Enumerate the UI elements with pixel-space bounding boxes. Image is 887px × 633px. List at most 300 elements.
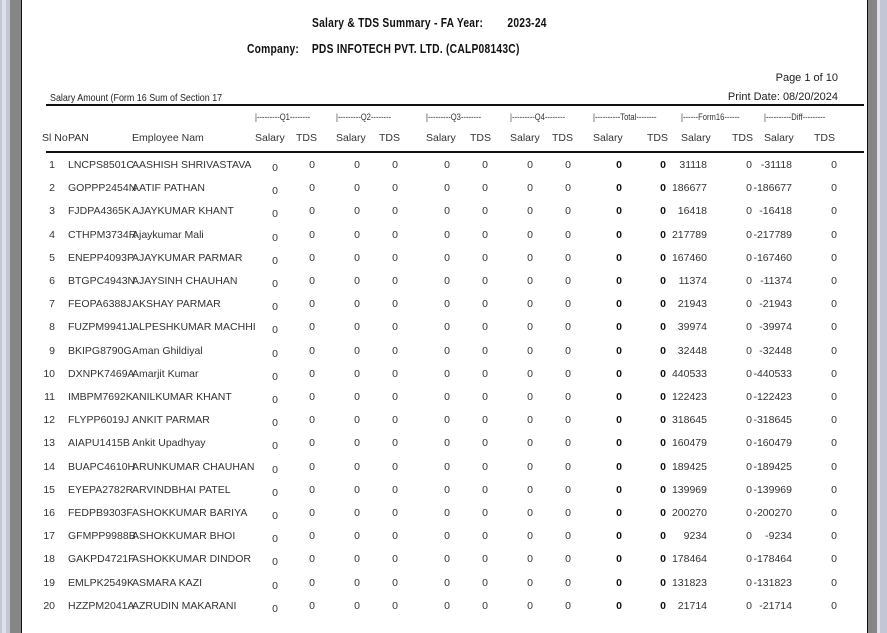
cell-slno: 12 <box>43 414 55 427</box>
cell-employee-name: Ankit Upadhyay <box>132 437 206 450</box>
cell-dift: 0 <box>831 182 837 195</box>
cell-q2s: 0 <box>354 553 360 566</box>
cell-q3s: 0 <box>444 460 450 473</box>
col-header-tds[interactable]: TDS <box>296 132 317 144</box>
cell-q2t: 0 <box>392 321 398 334</box>
cell-q1s: 0 <box>272 278 278 290</box>
window-border-right <box>867 0 887 633</box>
cell-f16t: 0 <box>746 599 752 612</box>
cell-tots: 0 <box>616 275 622 287</box>
cell-q2t: 0 <box>392 228 398 241</box>
cell-q4s: 0 <box>527 321 533 334</box>
cell-q1t: 0 <box>309 599 315 612</box>
cell-difs: -160479 <box>753 437 792 450</box>
table-row[interactable] <box>22 600 867 623</box>
cell-tots: 0 <box>616 205 622 218</box>
cell-q4s: 0 <box>527 437 533 450</box>
cell-q1t: 0 <box>309 228 315 241</box>
cell-q2t: 0 <box>392 205 398 218</box>
cell-difs: -200270 <box>753 507 792 519</box>
cell-q4s: 0 <box>527 391 533 403</box>
cell-q1t: 0 <box>309 576 315 589</box>
cell-q3t: 0 <box>482 460 488 473</box>
cell-f16s: 122423 <box>671 391 707 403</box>
company-name: PDS INFOTECH PVT. LTD. (CALP08143C) <box>311 42 520 56</box>
cell-employee-name: AATIF PATHAN <box>132 182 205 195</box>
cell-f16s: 167460 <box>671 251 707 264</box>
cell-tott: 0 <box>660 599 666 612</box>
cell-f16s: 160479 <box>671 437 707 450</box>
cell-pan: FEOPA6388J <box>68 298 132 311</box>
cell-q1t: 0 <box>309 367 315 380</box>
cell-difs: -167460 <box>753 251 792 264</box>
cell-q1s: 0 <box>272 394 278 406</box>
cell-slno: 15 <box>43 483 55 496</box>
col-header-tds[interactable]: TDS <box>814 132 835 144</box>
cell-q3s: 0 <box>444 599 450 612</box>
col-header-slno[interactable]: Sl No <box>42 132 68 144</box>
col-header-tds[interactable]: TDS <box>647 132 668 144</box>
cell-f16s: 186677 <box>671 182 707 195</box>
table-row[interactable] <box>22 530 867 553</box>
cell-dift: 0 <box>831 576 837 589</box>
cell-pan: FEDPB9303F <box>68 507 133 519</box>
cell-tots: 0 <box>616 251 622 264</box>
cell-q2t: 0 <box>392 553 398 566</box>
cell-dift: 0 <box>831 599 837 612</box>
cell-q4s: 0 <box>527 507 533 519</box>
cell-f16s: 200270 <box>671 507 707 519</box>
cell-q3t: 0 <box>482 205 488 218</box>
cell-f16t: 0 <box>746 391 752 403</box>
cell-pan: FJDPA4365K <box>68 205 131 218</box>
cell-q1t: 0 <box>309 159 315 171</box>
cell-f16t: 0 <box>746 205 752 218</box>
cell-employee-name: ANILKUMAR KHANT <box>132 391 232 403</box>
cell-q2s: 0 <box>354 205 360 218</box>
cell-tott: 0 <box>660 344 666 357</box>
cell-q3s: 0 <box>444 483 450 496</box>
cell-q2t: 0 <box>392 159 398 171</box>
cell-employee-name: AJAYSINH CHAUHAN <box>132 275 238 287</box>
cell-pan: GAKPD4721F <box>68 553 135 566</box>
cell-tots: 0 <box>616 298 622 311</box>
cell-q3s: 0 <box>444 228 450 241</box>
cell-q4s: 0 <box>527 275 533 287</box>
table-row[interactable] <box>22 321 867 344</box>
cell-pan: EMLPK2549K <box>68 576 134 589</box>
group-header: |----------Diff--------- <box>764 112 826 123</box>
cell-slno: 6 <box>49 275 55 287</box>
cell-dift: 0 <box>831 460 837 473</box>
cell-q4t: 0 <box>565 391 571 403</box>
cell-dift: 0 <box>831 228 837 241</box>
col-header-salary[interactable]: Salary <box>426 132 456 144</box>
cell-q1t: 0 <box>309 460 315 473</box>
cell-q3t: 0 <box>482 321 488 334</box>
cell-q1s: 0 <box>272 254 278 267</box>
col-header-salary[interactable]: Salary <box>764 132 794 144</box>
cell-slno: 19 <box>43 576 55 589</box>
subheader-left: Salary Amount (Form 16 Sum of Section 17 <box>50 92 223 104</box>
cell-q2s: 0 <box>354 298 360 311</box>
cell-q2t: 0 <box>392 391 398 403</box>
cell-q2s: 0 <box>354 437 360 450</box>
cell-tott: 0 <box>660 367 666 380</box>
cell-q3s: 0 <box>444 182 450 195</box>
print-date <box>728 91 838 103</box>
cell-q2t: 0 <box>392 460 398 473</box>
cell-q4s: 0 <box>527 182 533 195</box>
cell-employee-name: ASHOKKUMAR BHOI <box>132 530 236 543</box>
cell-q2s: 0 <box>354 344 360 357</box>
cell-tots: 0 <box>616 530 622 543</box>
cell-q4t: 0 <box>565 298 571 311</box>
table-row[interactable] <box>22 553 867 576</box>
cell-q1t: 0 <box>309 507 315 519</box>
cell-difs: -122423 <box>753 391 792 403</box>
cell-q4s: 0 <box>527 576 533 589</box>
cell-employee-name: AASHISH SHRIVASTAVA <box>132 159 252 171</box>
cell-difs: -139969 <box>753 483 792 496</box>
cell-q4s: 0 <box>527 414 533 427</box>
company-line <box>247 42 520 56</box>
cell-difs: -217789 <box>753 228 792 241</box>
cell-q1t: 0 <box>309 483 315 496</box>
col-header-salary[interactable]: Salary <box>681 132 711 144</box>
cell-q2s: 0 <box>354 228 360 241</box>
cell-pan: BUAPC4610H <box>68 460 136 473</box>
cell-q4t: 0 <box>565 576 571 589</box>
cell-pan: AIAPU1415B <box>68 437 130 450</box>
cell-pan: BKIPG8790G <box>68 344 132 357</box>
cell-q1s: 0 <box>272 440 278 453</box>
cell-slno: 18 <box>43 553 55 566</box>
cell-tott: 0 <box>660 483 666 496</box>
cell-tots: 0 <box>616 414 622 427</box>
cell-tots: 0 <box>616 344 622 357</box>
cell-dift: 0 <box>831 298 837 311</box>
table-row[interactable] <box>22 437 867 460</box>
cell-q2t: 0 <box>392 576 398 589</box>
cell-tott: 0 <box>660 182 666 195</box>
cell-difs: -9234 <box>765 530 792 543</box>
cell-q1t: 0 <box>309 530 315 543</box>
cell-f16s: 139969 <box>671 483 707 496</box>
cell-f16s: 21943 <box>677 298 707 311</box>
cell-tott: 0 <box>660 553 666 566</box>
table-row[interactable] <box>22 159 867 182</box>
cell-pan: GOPPP2454N <box>68 182 137 195</box>
cell-slno: 13 <box>43 437 55 450</box>
cell-slno: 11 <box>44 391 55 403</box>
cell-f16t: 0 <box>746 460 752 473</box>
table-row[interactable] <box>22 345 867 368</box>
header-rule-top <box>46 104 864 106</box>
cell-difs: -440533 <box>753 367 792 380</box>
cell-q1s: 0 <box>272 208 278 221</box>
cell-q4s: 0 <box>527 228 533 241</box>
cell-q1t: 0 <box>309 182 315 195</box>
cell-slno: 5 <box>49 251 55 264</box>
cell-q3t: 0 <box>482 483 488 496</box>
cell-q2s: 0 <box>354 391 360 403</box>
cell-q3s: 0 <box>444 321 450 334</box>
report-title-text: Salary & TDS Summary - FA Year: <box>312 16 484 30</box>
cell-q4t: 0 <box>565 228 571 241</box>
cell-q3t: 0 <box>482 251 488 264</box>
cell-dift: 0 <box>831 367 837 380</box>
cell-q1s: 0 <box>272 185 278 198</box>
cell-q1t: 0 <box>309 391 315 403</box>
cell-employee-name: AJAYKUMAR PARMAR <box>132 251 243 264</box>
cell-difs: -131823 <box>753 576 792 589</box>
cell-q2s: 0 <box>354 159 360 171</box>
cell-q3s: 0 <box>444 367 450 380</box>
cell-difs: -39974 <box>759 321 792 334</box>
cell-q2s: 0 <box>354 507 360 519</box>
cell-f16s: 32448 <box>677 344 707 357</box>
cell-pan: BTGPC4943N <box>68 275 136 287</box>
cell-dift: 0 <box>831 391 837 403</box>
cell-q1s: 0 <box>272 463 278 476</box>
cell-f16s: 189425 <box>671 460 707 473</box>
cell-q2t: 0 <box>392 483 398 496</box>
cell-employee-name: Aman Ghildiyal <box>132 344 203 357</box>
cell-employee-name: ANKIT PARMAR <box>132 414 210 427</box>
cell-slno: 20 <box>43 599 55 612</box>
cell-q1t: 0 <box>309 344 315 357</box>
cell-tott: 0 <box>660 275 666 287</box>
cell-q3t: 0 <box>482 182 488 195</box>
cell-f16t: 0 <box>746 483 752 496</box>
group-header: |---------Q1-------- <box>255 112 311 123</box>
cell-tots: 0 <box>616 576 622 589</box>
cell-q4s: 0 <box>527 599 533 612</box>
cell-q1t: 0 <box>309 275 315 287</box>
cell-difs: -31118 <box>760 159 792 171</box>
table-row[interactable] <box>22 298 867 321</box>
col-header-salary[interactable]: Salary <box>336 132 366 144</box>
cell-q4s: 0 <box>527 460 533 473</box>
cell-employee-name: Ajaykumar Mali <box>132 228 204 241</box>
cell-employee-name: AKSHAY PARMAR <box>132 298 221 311</box>
cell-tots: 0 <box>616 460 622 473</box>
cell-q2s: 0 <box>354 483 360 496</box>
cell-q4t: 0 <box>565 599 571 612</box>
table-row[interactable] <box>22 275 867 298</box>
cell-slno: 9 <box>49 344 55 357</box>
cell-f16s: 217789 <box>671 228 707 241</box>
cell-q4t: 0 <box>565 159 571 171</box>
cell-q4t: 0 <box>565 553 571 566</box>
cell-f16s: 39974 <box>677 321 707 334</box>
table-row[interactable] <box>22 182 867 205</box>
cell-pan: DXNPK7469A <box>68 367 135 380</box>
cell-f16t: 0 <box>746 414 752 427</box>
cell-q2t: 0 <box>392 367 398 380</box>
cell-q4s: 0 <box>527 298 533 311</box>
cell-q4t: 0 <box>565 367 571 380</box>
table-row[interactable] <box>22 484 867 507</box>
col-header-salary[interactable]: Salary <box>255 132 285 144</box>
cell-slno: 3 <box>49 205 55 218</box>
table-row[interactable] <box>22 229 867 252</box>
cell-q3s: 0 <box>444 159 450 171</box>
cell-tots: 0 <box>616 437 622 450</box>
cell-q3t: 0 <box>482 275 488 287</box>
cell-q2t: 0 <box>392 437 398 450</box>
cell-q1s: 0 <box>272 162 278 174</box>
cell-f16s: 440533 <box>671 367 707 380</box>
cell-q3t: 0 <box>482 599 488 612</box>
cell-q2s: 0 <box>354 251 360 264</box>
cell-slno: 1 <box>49 159 55 171</box>
cell-q1s: 0 <box>272 486 278 499</box>
col-header-tds[interactable]: TDS <box>552 132 573 144</box>
group-header: |---------Q2-------- <box>336 112 392 123</box>
cell-q1t: 0 <box>309 298 315 311</box>
cell-tots: 0 <box>616 159 622 171</box>
cell-q3s: 0 <box>444 344 450 357</box>
cell-employee-name: ASMARA KAZI <box>132 576 203 589</box>
col-header-pan[interactable]: PAN <box>68 132 89 144</box>
col-header-tds[interactable]: TDS <box>732 132 753 144</box>
cell-q1s: 0 <box>272 602 278 615</box>
cell-tott: 0 <box>660 251 666 264</box>
cell-tott: 0 <box>660 205 666 218</box>
table-row[interactable] <box>22 461 867 484</box>
cell-q2s: 0 <box>354 182 360 195</box>
report-page <box>22 0 867 633</box>
cell-q3t: 0 <box>482 437 488 450</box>
table-row[interactable] <box>22 368 867 391</box>
cell-dift: 0 <box>831 159 837 171</box>
cell-f16t: 0 <box>746 344 752 357</box>
cell-q4t: 0 <box>565 182 571 195</box>
cell-q4s: 0 <box>527 553 533 566</box>
cell-pan: HZZPM2041A <box>68 599 135 612</box>
cell-employee-name: ARUNKUMAR CHAUHAN <box>132 460 255 473</box>
cell-q1s: 0 <box>272 231 278 244</box>
cell-q1t: 0 <box>309 437 315 450</box>
cell-q2s: 0 <box>354 321 360 334</box>
page-info: Page 1 of 10 <box>775 72 838 84</box>
cell-difs: -16418 <box>759 205 792 218</box>
cell-tots: 0 <box>616 367 622 380</box>
cell-tots: 0 <box>616 483 622 496</box>
col-header-tds[interactable]: TDS <box>470 132 491 144</box>
col-header-employee-name[interactable]: Employee Nam <box>132 132 204 144</box>
cell-dift: 0 <box>831 205 837 218</box>
table-row[interactable] <box>22 414 867 437</box>
cell-q1s: 0 <box>272 579 278 592</box>
cell-slno: 10 <box>43 367 55 380</box>
cell-pan: IMBPM7692K <box>68 391 133 403</box>
cell-q1s: 0 <box>272 556 278 569</box>
col-header-salary[interactable]: Salary <box>593 132 623 144</box>
cell-q3t: 0 <box>482 391 488 403</box>
cell-pan: FUZPM9941J <box>68 321 133 334</box>
cell-q4t: 0 <box>565 483 571 496</box>
cell-dift: 0 <box>831 321 837 334</box>
header-rule-bottom <box>46 151 864 153</box>
cell-q2s: 0 <box>354 460 360 473</box>
cell-q1t: 0 <box>309 414 315 427</box>
cell-q3t: 0 <box>482 367 488 380</box>
company-label: Company: <box>247 42 300 56</box>
table-row[interactable] <box>22 252 867 275</box>
cell-tots: 0 <box>616 321 622 334</box>
cell-q1s: 0 <box>272 417 278 430</box>
cell-f16t: 0 <box>746 437 752 450</box>
col-header-salary[interactable]: Salary <box>510 132 540 144</box>
table-row[interactable] <box>22 391 867 414</box>
cell-dift: 0 <box>831 251 837 264</box>
table-row[interactable] <box>22 577 867 600</box>
cell-q1s: 0 <box>272 510 278 522</box>
cell-tots: 0 <box>616 228 622 241</box>
col-header-tds[interactable]: TDS <box>379 132 400 144</box>
cell-difs: -178464 <box>753 553 792 566</box>
report-title <box>312 16 547 30</box>
cell-f16t: 0 <box>746 553 752 566</box>
cell-f16s: 31118 <box>679 159 707 171</box>
cell-q4t: 0 <box>565 460 571 473</box>
cell-q3t: 0 <box>482 298 488 311</box>
cell-q4s: 0 <box>527 344 533 357</box>
cell-f16t: 0 <box>746 298 752 311</box>
cell-f16t: 0 <box>746 251 752 264</box>
cell-q1s: 0 <box>272 533 278 546</box>
cell-q3t: 0 <box>482 530 488 543</box>
cell-q1t: 0 <box>309 553 315 566</box>
cell-f16s: 9234 <box>683 530 707 543</box>
table-row[interactable] <box>22 507 867 530</box>
cell-q4t: 0 <box>565 321 571 334</box>
cell-q3s: 0 <box>444 275 450 287</box>
cell-q2s: 0 <box>354 530 360 543</box>
cell-difs: -32448 <box>759 344 792 357</box>
cell-slno: 8 <box>49 321 55 334</box>
cell-tott: 0 <box>660 321 666 334</box>
cell-q4t: 0 <box>565 275 571 287</box>
cell-pan: GFMPP9988B <box>68 530 136 543</box>
table-row[interactable] <box>22 205 867 228</box>
cell-q2t: 0 <box>392 275 398 287</box>
cell-q3s: 0 <box>444 507 450 519</box>
cell-f16t: 0 <box>746 576 752 589</box>
cell-dift: 0 <box>831 483 837 496</box>
cell-difs: -318645 <box>753 414 792 427</box>
cell-tots: 0 <box>616 391 622 403</box>
cell-q4t: 0 <box>565 414 571 427</box>
cell-employee-name: ALPESHKUMAR MACHHI <box>132 321 256 334</box>
cell-q1t: 0 <box>309 321 315 334</box>
cell-f16t: 0 <box>746 530 752 543</box>
cell-q3t: 0 <box>482 159 488 171</box>
cell-q2t: 0 <box>392 251 398 264</box>
cell-q2s: 0 <box>354 367 360 380</box>
cell-tott: 0 <box>660 460 666 473</box>
group-header: |---------Q4-------- <box>510 112 566 123</box>
fa-year: 2023-24 <box>507 16 547 30</box>
group-header: |---------Q3-------- <box>426 112 482 123</box>
print-date-value: 08/20/2024 <box>782 91 838 103</box>
cell-q2s: 0 <box>354 576 360 589</box>
cell-tott: 0 <box>660 298 666 311</box>
cell-slno: 4 <box>49 228 55 241</box>
